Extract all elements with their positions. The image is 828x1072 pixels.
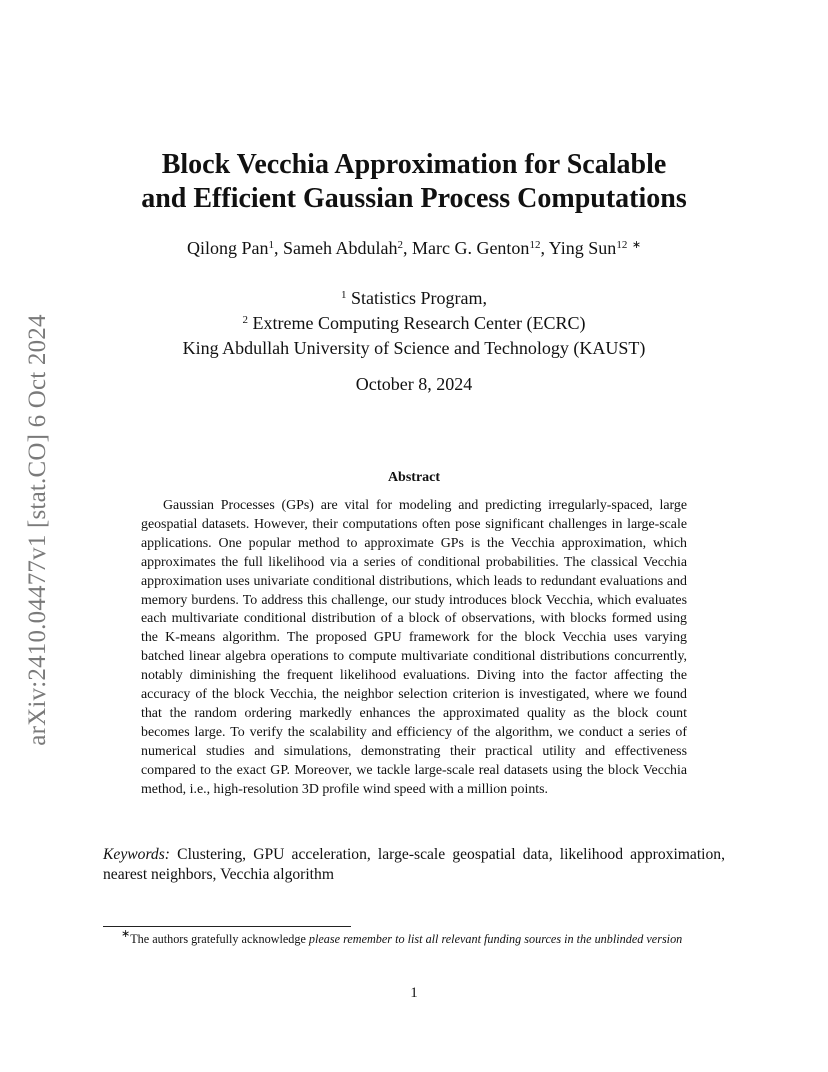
author-affiliation-mark: 2 bbox=[397, 239, 403, 251]
affiliation-mark: 1 bbox=[341, 289, 347, 301]
affiliation-mark: 2 bbox=[242, 314, 249, 326]
affiliation-text: Extreme Computing Research Center (ECRC) bbox=[248, 313, 586, 333]
footnote bbox=[103, 928, 727, 948]
paper-title bbox=[0, 148, 828, 216]
footnote-italic-text: please remember to list all relevant funding sources in the unblinded version bbox=[308, 932, 683, 946]
author-name: Sameh Abdulah bbox=[282, 238, 398, 258]
affiliation-text: King Abdullah University of Science and Technology (KAUST) bbox=[182, 338, 646, 358]
author-name: Qilong Pan bbox=[186, 238, 269, 258]
affiliation-line bbox=[0, 336, 828, 361]
footnote-rule bbox=[103, 926, 351, 927]
footnote-body bbox=[103, 928, 727, 948]
footnote-text: The authors gratefully acknowledge bbox=[130, 932, 309, 946]
author-footnote-mark: ∗ bbox=[631, 239, 642, 251]
author-separator: , bbox=[402, 238, 412, 258]
keywords-label: Keywords: bbox=[103, 846, 170, 863]
affiliation-line bbox=[0, 311, 828, 336]
keywords bbox=[103, 845, 725, 885]
author-separator: , bbox=[273, 238, 283, 258]
abstract-text: Gaussian Processes (GPs) are vital for modeling and predicting irregularly-spaced, large geospatial datasets. However, their computations often pose significant challenges in large-scale applications. One popular method to approximate GPs is the Vecchia approximation, which approximates the full likelihood via a series of conditional probabilities. The classical Vecchia approximation uses univariate conditional distributions, which leads to redundant evaluations and memory burdens. To address this challenge, our study introduces block Vecchia, which evaluates each multivariate conditional distribution of a block of observations, with blocks formed using the K-means algorithm. The proposed GPU framework for the block Vecchia uses varying batched linear algebra operations to compute multivariate conditional distributions concurrently, notably diminishing the frequent likelihood evaluations. Diving into the factor affecting the accuracy of the block Vecchia, the neighbor selection criterion is investigated, where we found that the random ordering markedly enhances the approximated quality as the block count becomes large. To verify the scalability and efficiency of the algorithm, we conduct a series of numerical studies and simulations, demonstrating their practical utility and effectiveness compared to the exact GP. Moreover, we tackle large-scale real datasets using the block Vecchia method, i.e., high-resolution 3D profile wind speed with a million points. bbox=[141, 498, 687, 797]
page-number: 1 bbox=[410, 985, 418, 1001]
author-affiliation-mark: 1 bbox=[268, 239, 274, 251]
affiliation-line bbox=[0, 286, 828, 311]
title-line-1: Block Vecchia Approximation for Scalable bbox=[161, 149, 667, 180]
keywords-text: Clustering, GPU acceleration, large-scale geospatial data, likelihood approximation, nearest neighbors, Vecchia algorithm bbox=[103, 846, 725, 883]
affiliations bbox=[0, 286, 828, 361]
arxiv-identifier-stamp: arXiv:2410.04477v1 [stat.CO] 6 Oct 2024 bbox=[24, 314, 51, 746]
footnote-mark: ∗ bbox=[121, 928, 131, 940]
author-affiliation-mark: 12 bbox=[529, 239, 541, 251]
author-separator: , bbox=[540, 238, 549, 258]
author-list bbox=[0, 238, 828, 259]
paper-date: October 8, 2024 bbox=[355, 374, 473, 394]
author-name: Marc G. Genton bbox=[411, 238, 530, 258]
author-name: Ying Sun bbox=[548, 238, 617, 258]
affiliation-text: Statistics Program, bbox=[346, 288, 487, 308]
abstract-heading: Abstract bbox=[387, 470, 441, 485]
title-line-2: and Efficient Gaussian Process Computations bbox=[141, 183, 687, 214]
author-affiliation-mark: 12 bbox=[616, 239, 628, 251]
